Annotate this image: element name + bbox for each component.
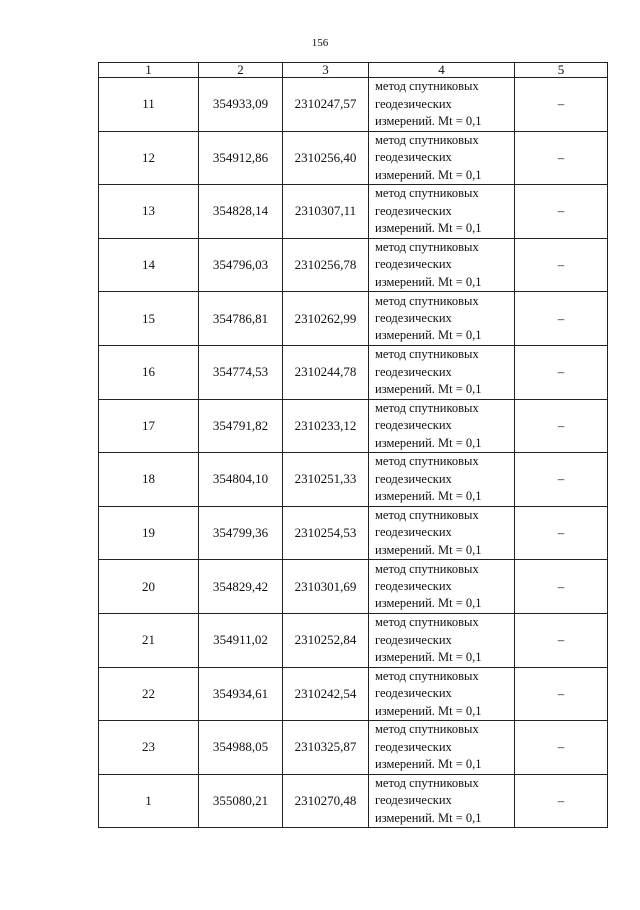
note-cell bbox=[515, 774, 608, 828]
table-row bbox=[99, 185, 608, 239]
method-cell bbox=[369, 131, 515, 185]
note-cell bbox=[515, 721, 608, 775]
dash-mark: – bbox=[557, 525, 565, 541]
method-line: метод спутниковых bbox=[375, 239, 479, 254]
point-number-cell: 15 bbox=[99, 292, 199, 346]
note-cell bbox=[515, 453, 608, 507]
point-number-cell: 11 bbox=[99, 78, 199, 132]
point-number-cell: 14 bbox=[99, 238, 199, 292]
method-cell bbox=[369, 78, 515, 132]
x-coordinate-cell: 355080,21 bbox=[199, 774, 283, 828]
method-line: измерений. Mt = 0,1 bbox=[375, 274, 482, 289]
method-line: метод спутниковых bbox=[375, 775, 479, 790]
method-line: геодезических bbox=[375, 471, 452, 486]
page-number: 156 bbox=[311, 37, 329, 49]
y-coordinate-cell: 2310244,78 bbox=[283, 345, 369, 399]
point-number-cell: 16 bbox=[99, 345, 199, 399]
method-line: измерений. Mt = 0,1 bbox=[375, 435, 482, 450]
point-number-cell: 19 bbox=[99, 506, 199, 560]
method-cell bbox=[369, 506, 515, 560]
method-line: геодезических bbox=[375, 257, 452, 272]
x-coordinate-cell: 354791,82 bbox=[199, 399, 283, 453]
method-cell bbox=[369, 560, 515, 614]
column-header: 2 bbox=[199, 63, 283, 78]
coordinates-table bbox=[98, 62, 608, 828]
point-number-cell: 1 bbox=[99, 774, 199, 828]
note-cell bbox=[515, 292, 608, 346]
method-line: измерений. Mt = 0,1 bbox=[375, 114, 482, 128]
method-cell bbox=[369, 292, 515, 346]
table-row bbox=[99, 238, 608, 292]
method-line: измерений. Mt = 0,1 bbox=[375, 757, 482, 772]
table-row bbox=[99, 399, 608, 453]
y-coordinate-cell: 2310254,53 bbox=[283, 506, 369, 560]
x-coordinate-cell: 354934,61 bbox=[199, 667, 283, 721]
point-number-cell: 23 bbox=[99, 721, 199, 775]
method-line: измерений. Mt = 0,1 bbox=[375, 596, 482, 611]
note-cell bbox=[515, 506, 608, 560]
method-cell bbox=[369, 774, 515, 828]
y-coordinate-cell: 2310256,78 bbox=[283, 238, 369, 292]
note-cell bbox=[515, 667, 608, 721]
dash-mark: – bbox=[557, 203, 565, 219]
dash-mark: – bbox=[557, 149, 565, 165]
dash-mark: – bbox=[557, 364, 565, 380]
method-line: геодезических bbox=[375, 739, 452, 754]
method-cell bbox=[369, 238, 515, 292]
point-number-cell: 13 bbox=[99, 185, 199, 239]
x-coordinate-cell: 354911,02 bbox=[199, 613, 283, 667]
method-line: измерений. Mt = 0,1 bbox=[375, 703, 482, 718]
method-line: метод спутниковых bbox=[375, 561, 479, 576]
note-cell bbox=[515, 613, 608, 667]
method-line: метод спутниковых bbox=[375, 132, 479, 147]
table-row bbox=[99, 345, 608, 399]
point-number-cell: 22 bbox=[99, 667, 199, 721]
method-cell bbox=[369, 453, 515, 507]
dash-mark: – bbox=[557, 578, 565, 594]
table-row bbox=[99, 506, 608, 560]
note-cell bbox=[515, 131, 608, 185]
method-line: метод спутниковых bbox=[375, 347, 479, 362]
dash-mark: – bbox=[557, 471, 565, 487]
dash-mark: – bbox=[557, 310, 565, 326]
method-line: метод спутниковых bbox=[375, 400, 479, 415]
x-coordinate-cell: 354829,42 bbox=[199, 560, 283, 614]
note-cell bbox=[515, 345, 608, 399]
x-coordinate-cell: 354804,10 bbox=[199, 453, 283, 507]
method-line: измерений. Mt = 0,1 bbox=[375, 649, 482, 664]
table-header-row bbox=[99, 63, 608, 78]
method-line: измерений. Mt = 0,1 bbox=[375, 221, 482, 236]
method-line: геодезических bbox=[375, 96, 452, 111]
x-coordinate-cell: 354786,81 bbox=[199, 292, 283, 346]
method-line: геодезических bbox=[375, 418, 452, 433]
method-line: метод спутниковых bbox=[375, 293, 479, 308]
column-header: 1 bbox=[99, 63, 199, 78]
method-line: метод спутниковых bbox=[375, 722, 479, 737]
method-line: метод спутниковых bbox=[375, 186, 479, 201]
method-line: геодезических bbox=[375, 310, 452, 325]
y-coordinate-cell: 2310242,54 bbox=[283, 667, 369, 721]
y-coordinate-cell: 2310252,84 bbox=[283, 613, 369, 667]
note-cell bbox=[515, 238, 608, 292]
method-line: измерений. Mt = 0,1 bbox=[375, 542, 482, 557]
method-line: геодезических bbox=[375, 525, 452, 540]
dash-mark: – bbox=[557, 257, 565, 273]
method-line: измерений. Mt = 0,1 bbox=[375, 328, 482, 343]
column-header: 3 bbox=[283, 63, 369, 78]
method-cell bbox=[369, 721, 515, 775]
table-row bbox=[99, 774, 608, 828]
method-cell bbox=[369, 613, 515, 667]
table-row bbox=[99, 613, 608, 667]
method-line: геодезических bbox=[375, 632, 452, 647]
x-coordinate-cell: 354828,14 bbox=[199, 185, 283, 239]
table-row bbox=[99, 131, 608, 185]
y-coordinate-cell: 2310247,57 bbox=[283, 78, 369, 132]
method-line: измерений. Mt = 0,1 bbox=[375, 167, 482, 182]
method-cell bbox=[369, 667, 515, 721]
table-body bbox=[99, 63, 608, 828]
method-line: геодезических bbox=[375, 578, 452, 593]
point-number-cell: 12 bbox=[99, 131, 199, 185]
dash-mark: – bbox=[557, 685, 565, 701]
y-coordinate-cell: 2310233,12 bbox=[283, 399, 369, 453]
method-line: метод спутниковых bbox=[375, 79, 479, 94]
table-row bbox=[99, 667, 608, 721]
note-cell bbox=[515, 78, 608, 132]
note-cell bbox=[515, 399, 608, 453]
method-line: метод спутниковых bbox=[375, 615, 479, 630]
method-line: геодезических bbox=[375, 686, 452, 701]
method-line: измерений. Mt = 0,1 bbox=[375, 489, 482, 504]
column-header: 4 bbox=[369, 63, 515, 78]
method-line: геодезических bbox=[375, 793, 452, 808]
method-line: метод спутниковых bbox=[375, 454, 479, 469]
y-coordinate-cell: 2310301,69 bbox=[283, 560, 369, 614]
method-line: измерений. Mt = 0,1 bbox=[375, 810, 482, 825]
table-row bbox=[99, 78, 608, 132]
note-cell bbox=[515, 185, 608, 239]
dash-mark: – bbox=[557, 632, 565, 648]
y-coordinate-cell: 2310251,33 bbox=[283, 453, 369, 507]
x-coordinate-cell: 354933,09 bbox=[199, 78, 283, 132]
dash-mark: – bbox=[557, 96, 565, 112]
method-cell bbox=[369, 399, 515, 453]
method-line: геодезических bbox=[375, 364, 452, 379]
x-coordinate-cell: 354912,86 bbox=[199, 131, 283, 185]
point-number-cell: 18 bbox=[99, 453, 199, 507]
note-cell bbox=[515, 560, 608, 614]
x-coordinate-cell: 354988,05 bbox=[199, 721, 283, 775]
method-cell bbox=[369, 185, 515, 239]
dash-mark: – bbox=[557, 793, 565, 809]
x-coordinate-cell: 354774,53 bbox=[199, 345, 283, 399]
table-row bbox=[99, 292, 608, 346]
method-line: геодезических bbox=[375, 203, 452, 218]
method-line: геодезических bbox=[375, 150, 452, 165]
y-coordinate-cell: 2310262,99 bbox=[283, 292, 369, 346]
y-coordinate-cell: 2310270,48 bbox=[283, 774, 369, 828]
point-number-cell: 17 bbox=[99, 399, 199, 453]
dash-mark: – bbox=[557, 417, 565, 433]
y-coordinate-cell: 2310325,87 bbox=[283, 721, 369, 775]
point-number-cell: 21 bbox=[99, 613, 199, 667]
y-coordinate-cell: 2310256,40 bbox=[283, 131, 369, 185]
table-row bbox=[99, 721, 608, 775]
y-coordinate-cell: 2310307,11 bbox=[283, 185, 369, 239]
point-number-cell: 20 bbox=[99, 560, 199, 614]
x-coordinate-cell: 354796,03 bbox=[199, 238, 283, 292]
x-coordinate-cell: 354799,36 bbox=[199, 506, 283, 560]
method-line: измерений. Mt = 0,1 bbox=[375, 381, 482, 396]
column-header: 5 bbox=[515, 63, 608, 78]
method-line: метод спутниковых bbox=[375, 507, 479, 522]
method-cell bbox=[369, 345, 515, 399]
method-line: метод спутниковых bbox=[375, 668, 479, 683]
table-row bbox=[99, 453, 608, 507]
dash-mark: – bbox=[557, 739, 565, 755]
table-row bbox=[99, 560, 608, 614]
